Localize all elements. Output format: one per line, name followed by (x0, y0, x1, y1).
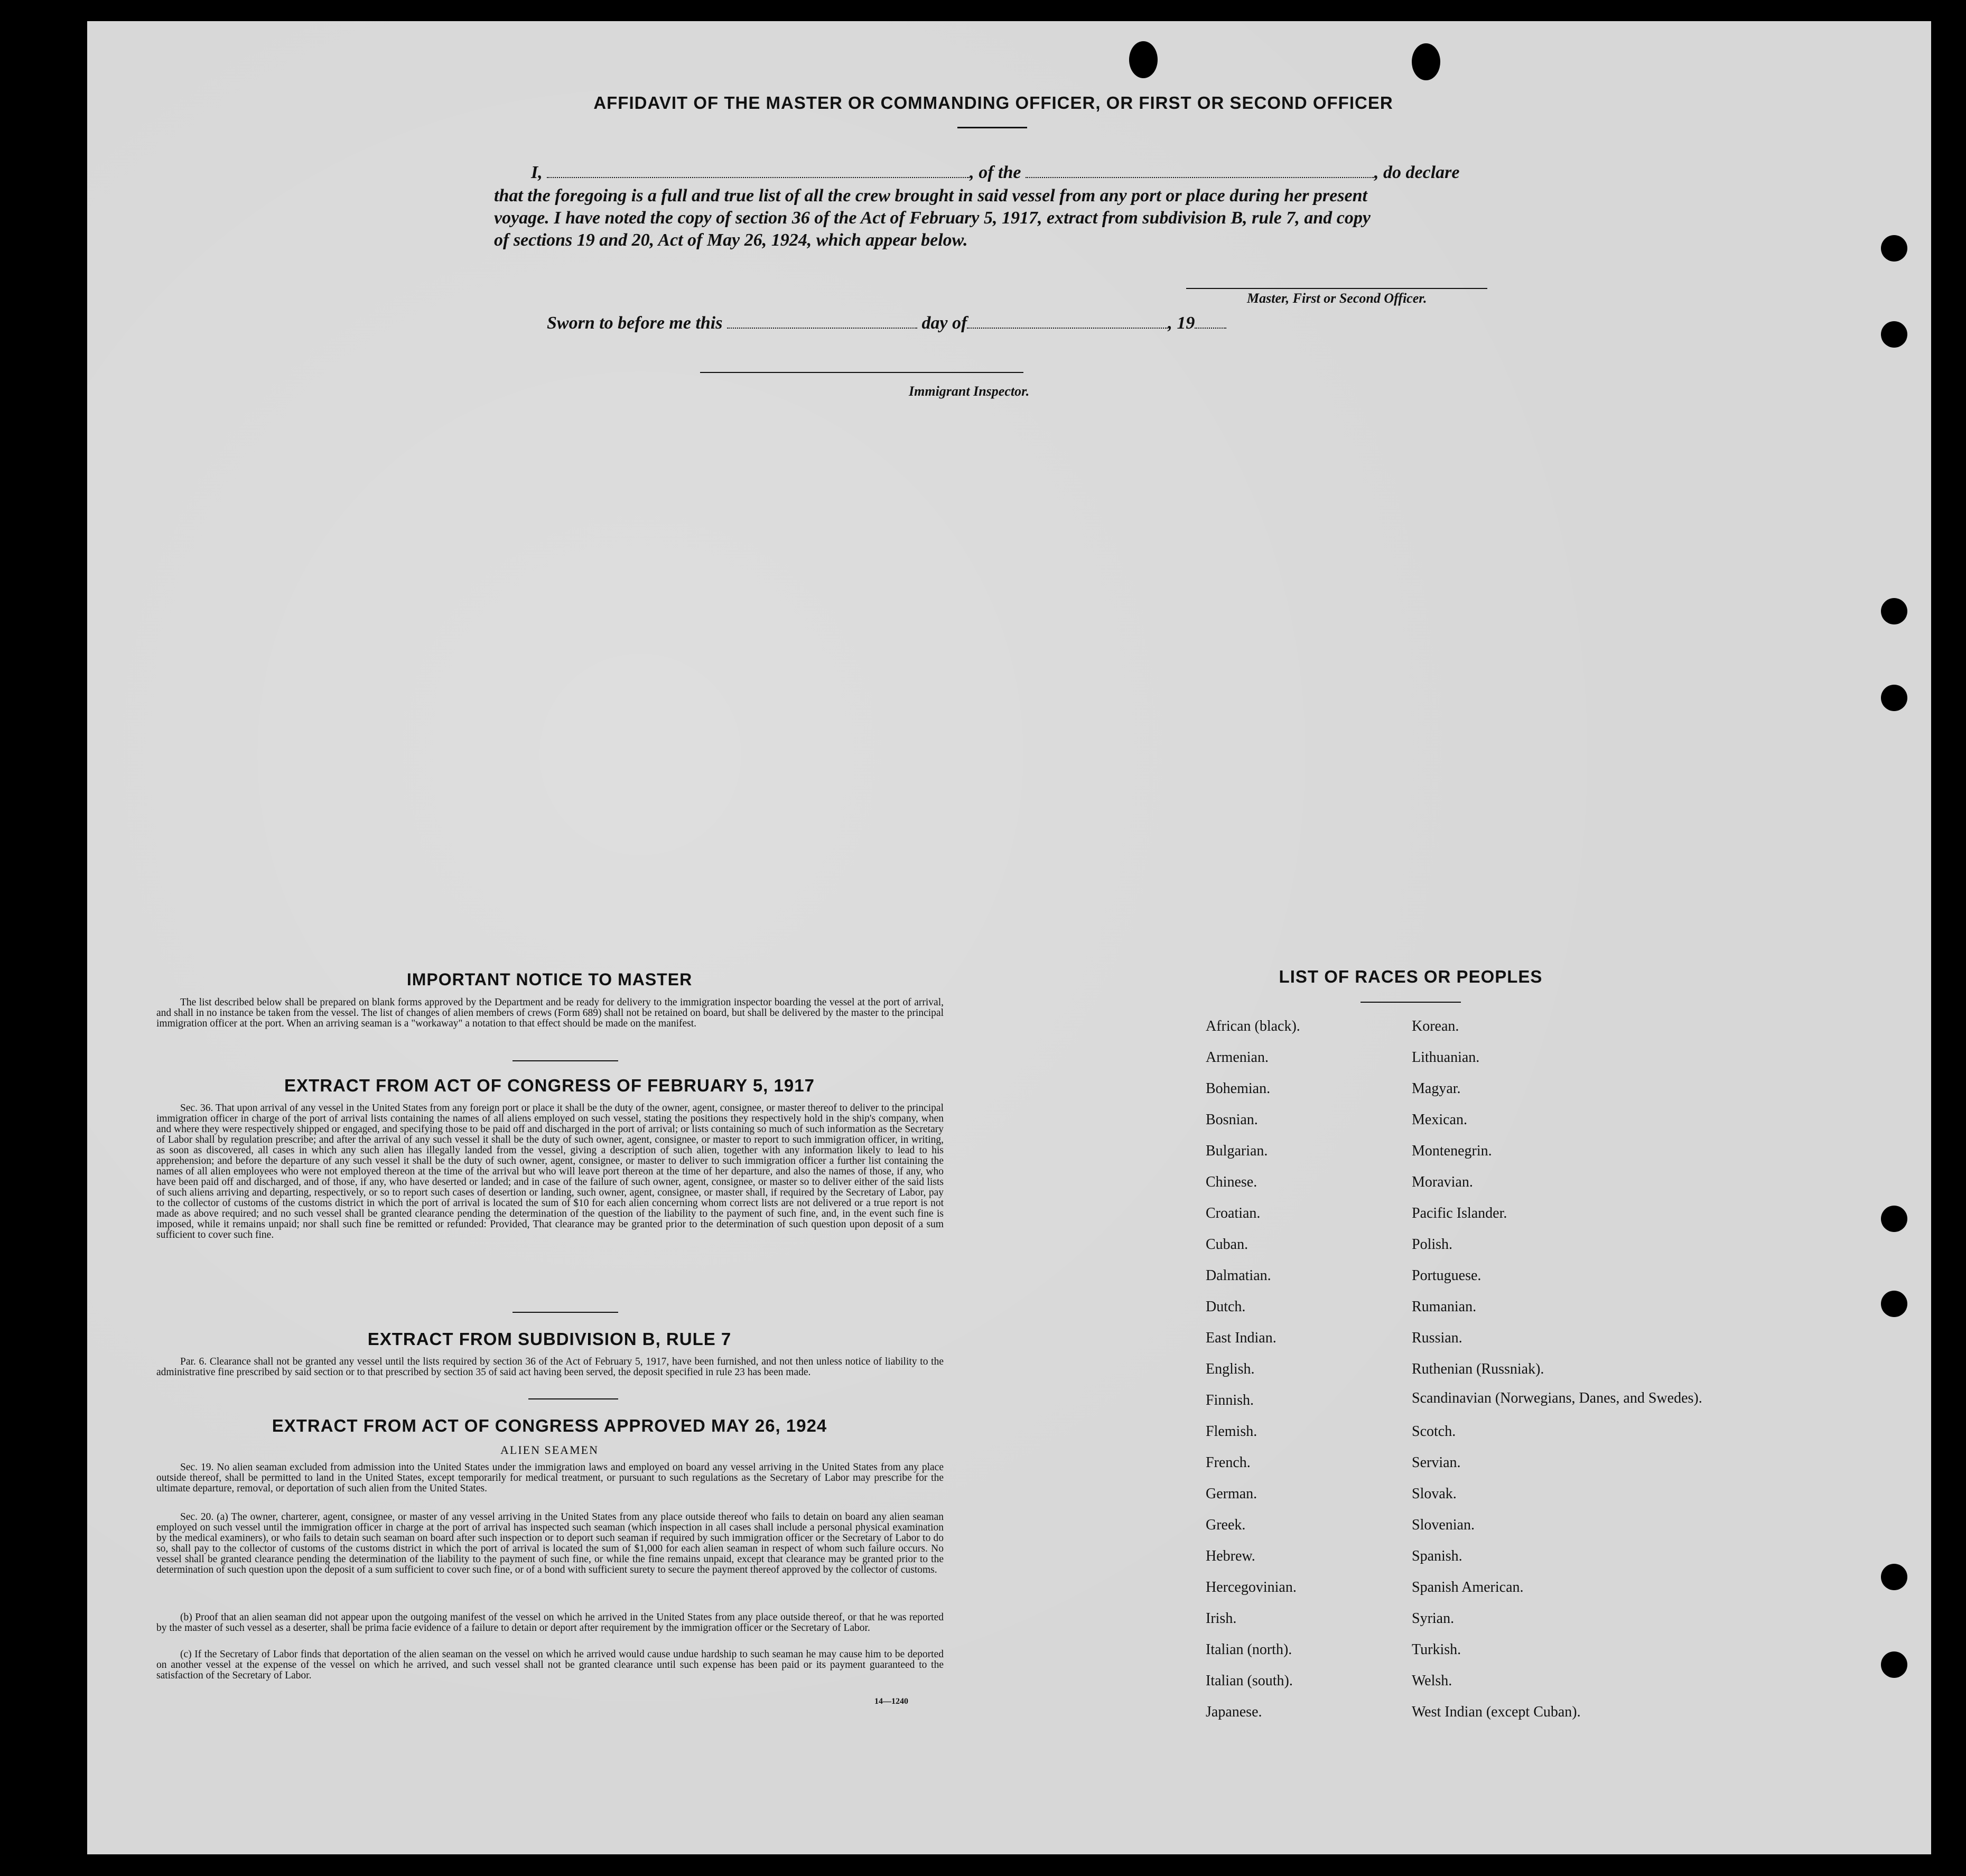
form-number: 14—1240 (874, 1697, 908, 1706)
race-item: Scandinavian (Norwegians, Danes, and Swedes). (1412, 1390, 1702, 1406)
punch-hole (1881, 235, 1907, 262)
race-item: Scotch. (1412, 1423, 1456, 1440)
inspector-signature-label: Immigrant Inspector. (909, 384, 1030, 399)
race-item: Chinese. (1206, 1174, 1257, 1190)
punch-hole (1881, 1206, 1907, 1232)
vessel-blank[interactable] (1026, 175, 1374, 178)
race-item: Bulgarian. (1206, 1143, 1268, 1159)
affidavit-title: AFFIDAVIT OF THE MASTER OR COMMANDING OFFICER, OR FIRST OR SECOND OFFICER (593, 93, 1393, 113)
affidavit-text-line: voyage. I have noted the copy of section 36 of the Act of February 5, 1917, extract from subdivision B, rule 7, and copy (494, 208, 1371, 228)
race-item: Hercegovinian. (1206, 1579, 1297, 1595)
sworn-day-of: day of (921, 313, 967, 333)
punch-hole (1881, 598, 1907, 624)
divider (1361, 1002, 1461, 1003)
sworn-year-blank[interactable] (1195, 325, 1226, 329)
race-item: Flemish. (1206, 1423, 1257, 1440)
decl-of-the: , of the (970, 163, 1021, 182)
race-item: Greek. (1206, 1517, 1246, 1533)
extract-1924-sec19: Sec. 19. No alien seaman excluded from admission into the United States under the immigration laws and employed on board any vessel arriving in the United States from any place outside thereof, shall be permitted to land in the United States, except temporarily for medical treatment, or pursuant to such regulations as the Secretary of Labor may prescribe for the ultimate departure, removal, or deportation of such alien from the United States. (156, 1462, 944, 1494)
divider (513, 1312, 618, 1313)
master-signature-line[interactable] (1186, 288, 1487, 289)
races-title: LIST OF RACES OR PEOPLES (1279, 967, 1543, 986)
race-item: Servian. (1412, 1454, 1461, 1471)
extract-1924-sec20c: (c) If the Secretary of Labor finds that deportation of the alien seaman on the vessel on which he arrived would cause undue hardship to such seaman he may cause him to be deported on another vessel at the expense of the vessel on which he arrived, and such vessel shall not be granted clearance until such expense has been paid or its payment guaranteed to the satisfaction of the Secretary of Labor. (156, 1649, 944, 1681)
race-item: English. (1206, 1361, 1255, 1377)
race-item: Moravian. (1412, 1174, 1473, 1190)
divider (513, 1060, 618, 1061)
race-item: East Indian. (1206, 1330, 1276, 1346)
race-item: Bohemian. (1206, 1080, 1271, 1097)
extract-1924-sec20a: Sec. 20. (a) The owner, charterer, agent, consignee, or master of any vessel arriving in the United States from any place outside thereof who fails to detain on board any alien seaman employed on such vessel until the immigration officer in charge at the port of arrival has inspected such seaman (which inspection in all cases shall include a personal physical examination by the medical examiners), or who fails to detain such seaman on board after such inspection or to deport such seaman if required by such immigration officer or the Secretary of Labor to do so, shall pay to the collector of customs of the customs district in which the port of arrival is located the sum of $1,000 for each alien seaman in respect of whom such failure occurs. No vessel shall be granted clearance pending the determination of the liability to the payment of such fine, or while the fine remains unpaid, except that clearance may be granted prior to the determination of such question upon the deposit of a sum sufficient to cover such fine, or of a bond with sufficient surety to secure the payment thereof approved by the collector of customs. (156, 1511, 944, 1575)
punch-hole (1881, 1651, 1907, 1678)
race-item: Finnish. (1206, 1392, 1254, 1408)
race-item: African (black). (1206, 1018, 1300, 1034)
race-item: Montenegrin. (1412, 1143, 1492, 1159)
race-item: Turkish. (1412, 1641, 1461, 1658)
affidavit-declaration (531, 161, 1532, 184)
race-item: Croatian. (1206, 1205, 1261, 1221)
races-column-1 (1206, 1017, 1401, 1734)
punch-hole (1881, 1564, 1907, 1590)
race-item: Italian (north). (1206, 1641, 1292, 1658)
race-item: Rumanian. (1412, 1299, 1477, 1315)
race-item: Dutch. (1206, 1299, 1246, 1315)
race-item: Bosnian. (1206, 1112, 1258, 1128)
race-item: West Indian (except Cuban). (1412, 1704, 1581, 1720)
punch-hole (1881, 685, 1907, 711)
extract-1917-body: Sec. 36. That upon arrival of any vessel in the United States from any foreign port or place it shall be the duty of the owner, agent, consignee, or master thereof to deliver to the principal immigration officer in charge of the port of arrival lists containing the names of all aliens employed on such vessel, stating the positions they respectively hold in the ship's company, when and where they were respectively shipped or engaged, and specifying those to be paid off and discharged in the port of arrival; or lists containing so much of such information as the Secretary of Labor shall by regulation prescribe; and after the arrival of any such vessel it shall be the duty of such owner, agent, consignee, or master to report to such immigration officer, in writing, as soon as discovered, all cases in which any such alien has illegally landed from the vessel, giving a description of such alien, together with any information likely to lead to his apprehension; and before the departure of any such vessel it shall be the duty of such owner, agent, consignee, or master to deliver to such immigration officer a further list containing the names of all alien employees who were not employed thereon at the time of the arrival but who will leave port thereon at the time of her departure, and also the names of those, if any, who have been paid off and discharged, and of those, if any, who have deserted or landed; and in case of the failure of such owner, agent, consignee, or master so to deliver either of the said lists of such aliens arriving and departing, respectively, or so to report such cases of desertion or landing, such owner, agent, consignee, or master shall, if required by the Secretary of Labor, pay to the collector of customs of the customs district in which the port of arrival is located the sum of $10 for each alien concerning whom correct lists are not delivered or a true report is not made as above required; and no such vessel shall be granted clearance pending the determination of the question of the liability to the payment of such fine, and, in the event such fine is imposed, while it remains unpaid; nor shall such fine be remitted or refunded: Provided, That clearance may be granted prior to the determination of such question upon deposit of a sum sufficient to cover such fine. (156, 1103, 944, 1240)
sworn-day-blank[interactable] (727, 325, 917, 329)
race-item: Mexican. (1412, 1112, 1467, 1128)
name-blank[interactable] (547, 175, 970, 178)
affidavit-text-line: that the foregoing is a full and true list of all the crew brought in said vessel from any port or place during her present (494, 186, 1367, 206)
notice-title: IMPORTANT NOTICE TO MASTER (406, 970, 693, 989)
race-item: Armenian. (1206, 1049, 1269, 1066)
race-item: Hebrew. (1206, 1548, 1255, 1564)
race-item: Russian. (1412, 1330, 1462, 1346)
extract-1924-title: EXTRACT FROM ACT OF CONGRESS APPROVED MAY 26, 1924 (272, 1416, 827, 1435)
sworn-year: , 19 (1168, 313, 1195, 333)
punch-hole (1881, 1291, 1907, 1317)
extract-1924-sec20b: (b) Proof that an alien seaman did not appear upon the outgoing manifest of the vessel on which he arrived in the United States from any place outside thereof, or that he was reported by the master of such vessel as a deserter, shall be prima facie evidence of a failure to detain or deport after requirement by the immigration officer or the Secretary of Labor. (156, 1612, 944, 1634)
race-item: Slovenian. (1412, 1517, 1475, 1533)
race-item: Cuban. (1206, 1236, 1248, 1253)
race-item: Polish. (1412, 1236, 1453, 1253)
sworn-month-blank[interactable] (967, 325, 1168, 329)
inspector-signature-line[interactable] (700, 372, 1023, 373)
race-item: Slovak. (1412, 1486, 1457, 1502)
sworn-label: Sworn to before me this (547, 313, 723, 333)
race-item: Pacific Islander. (1412, 1205, 1507, 1221)
race-item: Spanish American. (1412, 1579, 1524, 1595)
master-signature-label: Master, First or Second Officer. (1247, 291, 1427, 306)
divider (957, 127, 1027, 128)
race-item: German. (1206, 1486, 1257, 1502)
races-column-2 (1412, 1017, 1708, 1734)
race-item: Magyar. (1412, 1080, 1461, 1097)
extract-1924-subtitle: ALIEN SEAMEN (500, 1443, 599, 1457)
punch-hole (1412, 43, 1440, 80)
race-item: Lithuanian. (1412, 1049, 1480, 1066)
race-item: French. (1206, 1454, 1251, 1471)
sworn-line (547, 312, 1287, 335)
extract-1917-title: EXTRACT FROM ACT OF CONGRESS OF FEBRUARY 5, 1917 (284, 1076, 815, 1095)
race-item: Japanese. (1206, 1704, 1262, 1720)
affidavit-text-line: of sections 19 and 20, Act of May 26, 1924, which appear below. (494, 230, 968, 250)
divider (528, 1398, 618, 1399)
race-item: Italian (south). (1206, 1673, 1293, 1689)
decl-i: I, (531, 163, 543, 182)
race-item: Spanish. (1412, 1548, 1462, 1564)
extract-rule7-title: EXTRACT FROM SUBDIVISION B, RULE 7 (367, 1329, 732, 1349)
race-item: Syrian. (1412, 1610, 1455, 1627)
race-item: Korean. (1412, 1018, 1459, 1034)
race-item: Dalmatian. (1206, 1267, 1271, 1284)
punch-hole (1881, 321, 1907, 348)
notice-body: The list described below shall be prepared on blank forms approved by the Department and be ready for delivery to the immigration inspector boarding the vessel at the port of arrival, and shall in no instance be taken from the vessel. The list of changes of alien members of crews (Form 689) shall not be retained on board, but shall be delivered by the master to the principal immigration officer at the port. When an arriving seaman is a "workaway" a notation to that effect should be made on the manifest. (156, 997, 944, 1029)
race-item: Ruthenian (Russniak). (1412, 1361, 1544, 1377)
extract-rule7-body: Par. 6. Clearance shall not be granted any vessel until the lists required by section 36 of the Act of February 5, 1917, have been furnished, and not then unless notice of liability to the administrative fine prescribed by said section or to that prescribed by section 35 of said act having been served, the deposit specified in rule 23 has been made. (156, 1356, 944, 1378)
race-item: Welsh. (1412, 1673, 1452, 1689)
decl-do-declare: , do declare (1374, 163, 1460, 182)
race-item: Portuguese. (1412, 1267, 1482, 1284)
race-item: Irish. (1206, 1610, 1237, 1627)
punch-hole (1129, 41, 1158, 78)
